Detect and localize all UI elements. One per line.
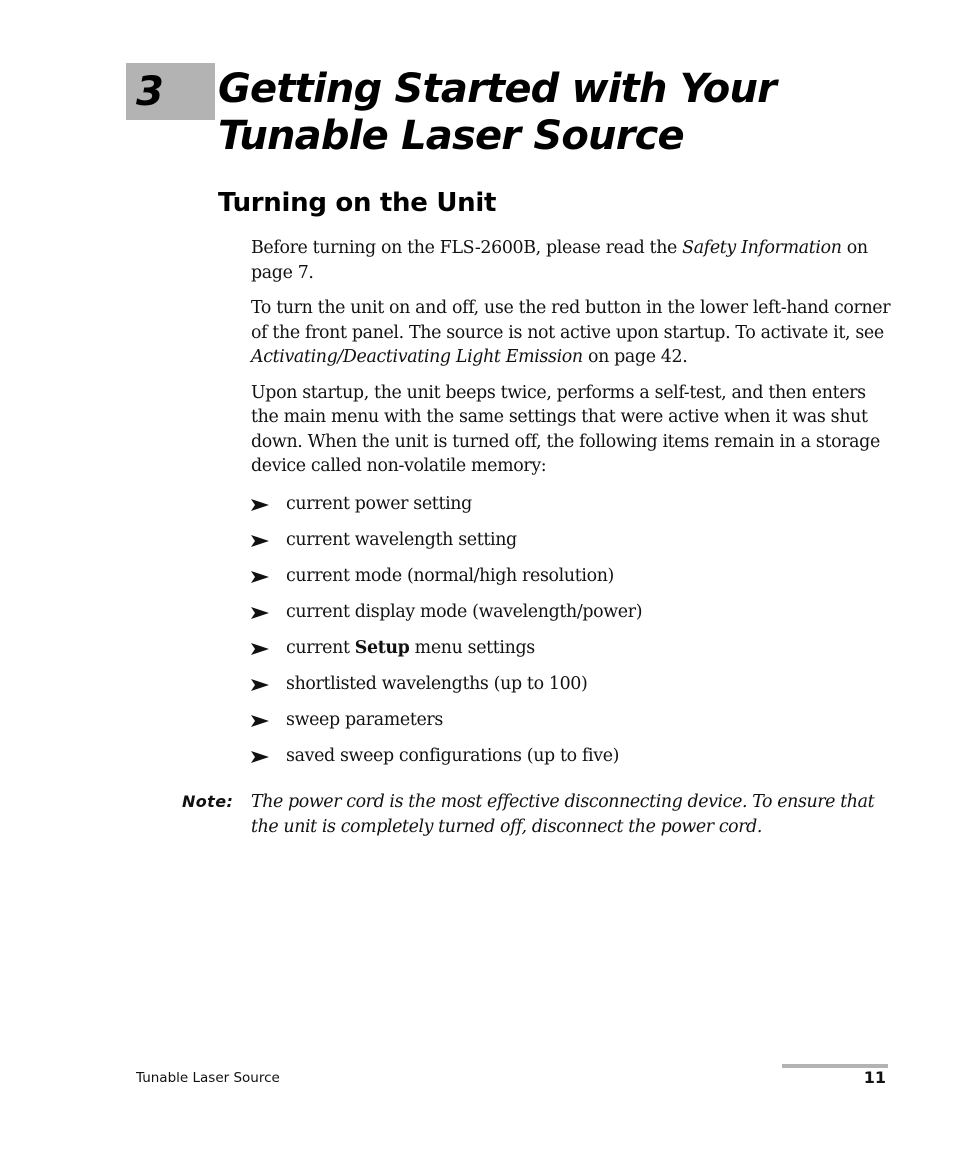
note-label: Note:	[182, 792, 234, 811]
list-item-text: saved sweep configurations (up to five)	[286, 745, 620, 766]
chapter-title-line-2: Tunable Laser Source	[218, 113, 684, 159]
chapter-title-line-1: Getting Started with Your	[218, 66, 777, 112]
body-text	[251, 236, 891, 780]
list-item-text: current	[286, 637, 355, 658]
list-item	[251, 492, 891, 528]
arrowhead-bullet-icon	[251, 643, 269, 655]
page-number: 11	[863, 1068, 886, 1087]
paragraph-text: on page 7.	[251, 238, 868, 283]
list-item-text: menu settings	[409, 637, 535, 658]
list-item-text: current wavelength setting	[286, 529, 517, 550]
arrowhead-bullet-icon	[251, 571, 269, 583]
list-item-text: current power setting	[286, 493, 472, 514]
footer-document-title: Tunable Laser Source	[136, 1070, 280, 1086]
list-item	[251, 708, 891, 744]
list-item-text: sweep parameters	[286, 709, 443, 730]
activating-emission-reference: Activating/Deactivating Light Emission	[251, 347, 583, 367]
setup-menu-label: Setup	[354, 637, 410, 658]
list-item	[251, 528, 891, 564]
paragraph-startup: Upon startup, the unit beeps twice, performs a self-test, and then enters the main menu with the same settings that were active when it was shut down. When the unit is turned off, the following items remain in a storage device called non-volatile memory:	[251, 382, 880, 476]
paragraph-text: on page 42.	[582, 347, 688, 367]
paragraph-text: To turn the unit on and off, use the red button in the lower left-hand corner of the front panel. The source is not active upon startup. To activate it, see	[251, 298, 891, 343]
paragraph-safety	[251, 236, 891, 285]
list-item-text: shortlisted wavelengths (up to 100)	[286, 673, 588, 694]
paragraph-text: Before turning on the FLS-2600B, please read the	[251, 238, 683, 258]
list-item	[251, 600, 891, 636]
list-item	[251, 744, 891, 780]
chapter-number: 3	[136, 69, 164, 115]
arrowhead-bullet-icon	[251, 715, 269, 727]
arrowhead-bullet-icon	[251, 535, 269, 547]
list-item	[251, 636, 891, 672]
memory-items-list	[251, 492, 891, 780]
list-item-text: current display mode (wavelength/power)	[286, 601, 643, 622]
section-title: Turning on the Unit	[218, 188, 497, 218]
arrowhead-bullet-icon	[251, 607, 269, 619]
arrowhead-bullet-icon	[251, 499, 269, 511]
list-item-text: current mode (normal/high resolution)	[286, 565, 614, 586]
list-item	[251, 672, 891, 708]
paragraph-power-button	[251, 296, 891, 370]
chapter-title	[218, 66, 918, 160]
list-item	[251, 564, 891, 600]
arrowhead-bullet-icon	[251, 751, 269, 763]
safety-information-reference: Safety Information	[682, 238, 842, 258]
arrowhead-bullet-icon	[251, 679, 269, 691]
note-text: The power cord is the most effective disconnecting device. To ensure that the unit is completely turned off, disconnect the power cord.	[251, 792, 875, 837]
